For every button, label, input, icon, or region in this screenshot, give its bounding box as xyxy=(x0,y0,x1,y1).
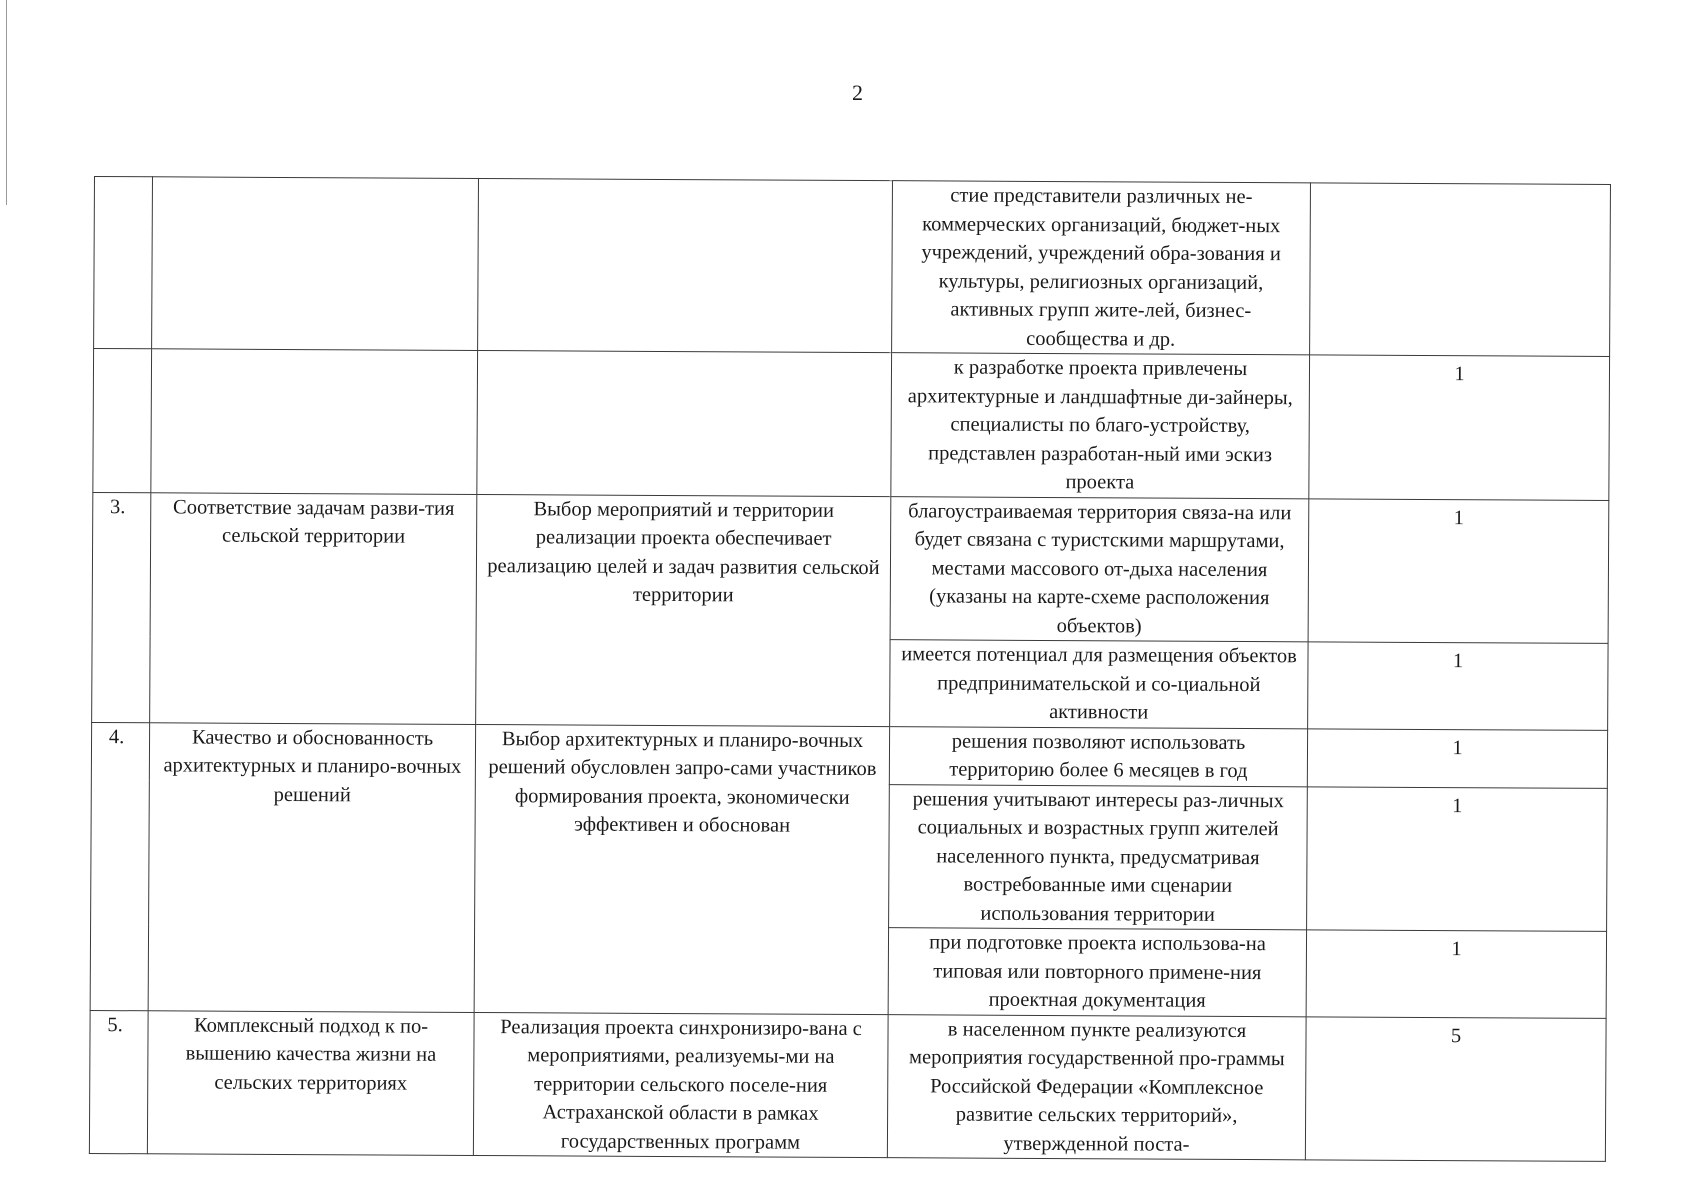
condition-cell: при подготовке проекта использова-на типовая или повторного примене-ния проектная документация xyxy=(888,928,1306,1017)
criteria-table-wrapper xyxy=(89,176,1610,1162)
condition-cell: имеется потенциал для размещения объектов предпринимательской и со-циальной активности xyxy=(890,640,1308,729)
criterion-cell xyxy=(152,177,479,351)
description-cell: Выбор мероприятий и территории реализации проекта обеспечивает реализацию целей и задач развития сельской территории xyxy=(476,494,891,726)
criterion-cell: Качество и обоснованность архитектурных и планиро-вочных решений xyxy=(148,722,476,1012)
row-number-cell: 4. xyxy=(90,722,150,1010)
score-cell: 1 xyxy=(1308,498,1609,643)
description-cell xyxy=(478,179,893,353)
score-cell: 5 xyxy=(1305,1016,1606,1161)
condition-cell: в населенном пункте реализуются мероприятия государственной про-граммы Российской Федерации «Комплексное развитие сельских территорий», утвержденной поста- xyxy=(887,1014,1306,1160)
criterion-cell: Комплексный подход к по-вышению качества жизни на сельских территориях xyxy=(147,1010,474,1155)
condition-cell: решения позволяют использовать территорию более 6 месяцев в год xyxy=(889,726,1307,786)
condition-cell: благоустраиваемая территория связа-на или будет связана с туристскими маршрутами, местами массового от-дыха населения (указаны на карте-схеме расположения объектов) xyxy=(890,496,1309,642)
score-cell: 1 xyxy=(1307,786,1608,931)
row-number-cell: 5. xyxy=(89,1010,148,1154)
condition-cell: стие представители различных не-коммерческих организаций, бюджет-ных учреждений, учреждений обра-зования и культуры, религиозных организаций, активных групп жите-лей, бизнес-сообщества и др. xyxy=(892,181,1311,355)
score-cell: 1 xyxy=(1309,355,1610,500)
table-row xyxy=(93,349,1610,500)
criterion-cell: Соответствие задачам разви-тия сельской территории xyxy=(150,492,477,724)
row-number-cell xyxy=(94,177,153,349)
score-cell: 1 xyxy=(1307,728,1607,788)
table-row xyxy=(94,177,1611,357)
table-row xyxy=(92,492,1609,643)
condition-cell: решения учитывают интересы раз-личных социальных и возрастных групп жителей населенного пункта, предусматривая востребованные ими сценарии использования территории xyxy=(889,784,1308,930)
description-cell: Выбор архитектурных и планиро-вочных решений обусловлен запро-сами участников формирования проекта, экономически эффективен и обоснован xyxy=(474,724,890,1014)
condition-cell: к разработке проекта привлечены архитектурные и ландшафтные ди-зайнеры, специалисты по благо-устройству, представлен разработан-ный ими эскиз проекта xyxy=(891,353,1310,499)
table-row xyxy=(89,1010,1606,1161)
criterion-cell xyxy=(151,349,478,494)
score-cell: 1 xyxy=(1308,642,1608,730)
criteria-table xyxy=(89,176,1611,1162)
row-number-cell xyxy=(93,349,152,493)
score-cell xyxy=(1310,183,1611,357)
description-cell xyxy=(477,351,892,497)
page-number: 2 xyxy=(852,80,863,105)
score-cell: 1 xyxy=(1306,930,1606,1018)
row-number-cell: 3. xyxy=(92,492,151,722)
description-cell: Реализация проекта синхронизиро-вана с мероприятиями, реализуемы-ми на территории сельского поселе-ния Астраханской области в рамках государственных программ xyxy=(473,1012,888,1158)
table-row xyxy=(91,722,1607,788)
